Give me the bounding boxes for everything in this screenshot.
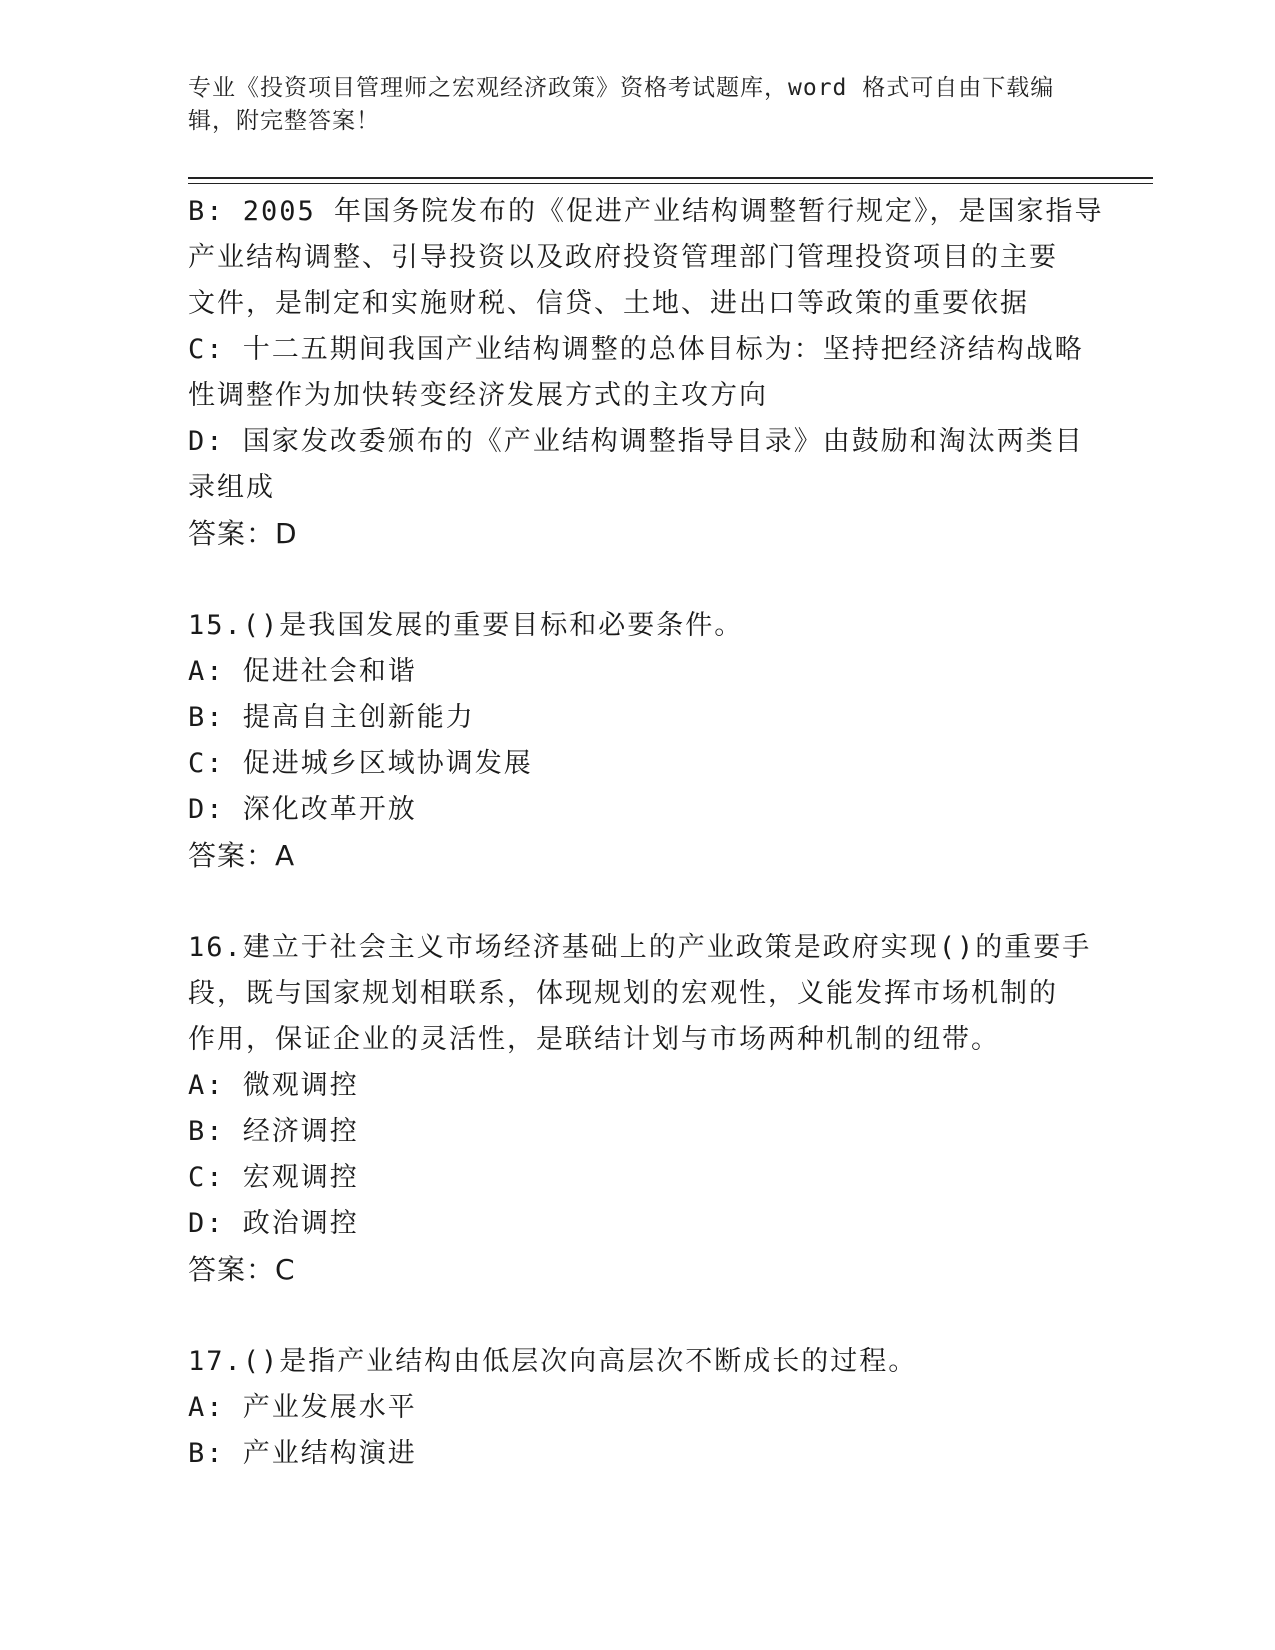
- option-b: B: 产业结构演进: [188, 1438, 417, 1469]
- question-content: [188, 189, 1104, 1477]
- question-stem-line: 段，既与国家规划相联系，体现规划的宏观性，义能发挥市场机制的: [188, 978, 1058, 1009]
- option-c: C: 宏观调控: [188, 1162, 359, 1193]
- question-14-tail: [188, 189, 1104, 557]
- option-b: B: 提高自主创新能力: [188, 702, 475, 733]
- option-c-line: C: 十二五期间我国产业结构调整的总体目标为：坚持把经济结构战略: [188, 334, 1084, 365]
- option-d: D: 深化改革开放: [188, 794, 417, 825]
- question-17: [188, 1339, 1088, 1477]
- option-d: D: 政治调控: [188, 1208, 359, 1239]
- question-spacer: [188, 557, 1088, 603]
- option-b: B: 经济调控: [188, 1116, 359, 1147]
- option-d-line: D: 国家发改委颁布的《产业结构调整指导目录》由鼓励和淘汰两类目: [188, 426, 1084, 457]
- header-divider-thin: [188, 183, 1153, 184]
- option-b-line: 文件，是制定和实施财税、信贷、土地、进出口等政策的重要依据: [188, 288, 1029, 319]
- header-divider-thick: [188, 177, 1153, 179]
- document-header: [188, 72, 1068, 138]
- question-spacer: [188, 1293, 1088, 1339]
- header-line: 专业《投资项目管理师之宏观经济政策》资格考试题库，word 格式可自由下载编: [188, 75, 1055, 101]
- answer-line: 答案：C: [188, 1253, 296, 1286]
- option-a: A: 促进社会和谐: [188, 656, 417, 687]
- option-a: A: 产业发展水平: [188, 1392, 417, 1423]
- option-a: A: 微观调控: [188, 1070, 359, 1101]
- question-15: [188, 603, 1088, 879]
- question-stem-line: 16.建立于社会主义市场经济基础上的产业政策是政府实现()的重要手: [188, 932, 1092, 963]
- question-stem: 17.()是指产业结构由低层次向高层次不断成长的过程。: [188, 1346, 918, 1377]
- option-d-line: 录组成: [188, 472, 275, 503]
- question-stem: 15.()是我国发展的重要目标和必要条件。: [188, 610, 744, 641]
- header-line: 辑，附完整答案！: [188, 108, 380, 134]
- option-c-line: 性调整作为加快转变经济发展方式的主攻方向: [188, 380, 768, 411]
- option-b-line: 产业结构调整、引导投资以及政府投资管理部门管理投资项目的主要: [188, 242, 1058, 273]
- answer-line: 答案：A: [188, 839, 296, 872]
- answer-line: 答案：D: [188, 517, 298, 550]
- question-spacer: [188, 879, 1088, 925]
- option-b-line: B: 2005 年国务院发布的《促进产业结构调整暂行规定》，是国家指导: [188, 196, 1104, 227]
- question-stem-line: 作用，保证企业的灵活性，是联结计划与市场两种机制的纽带。: [188, 1024, 1000, 1055]
- option-c: C: 促进城乡区域协调发展: [188, 748, 533, 779]
- question-16: [188, 925, 1092, 1293]
